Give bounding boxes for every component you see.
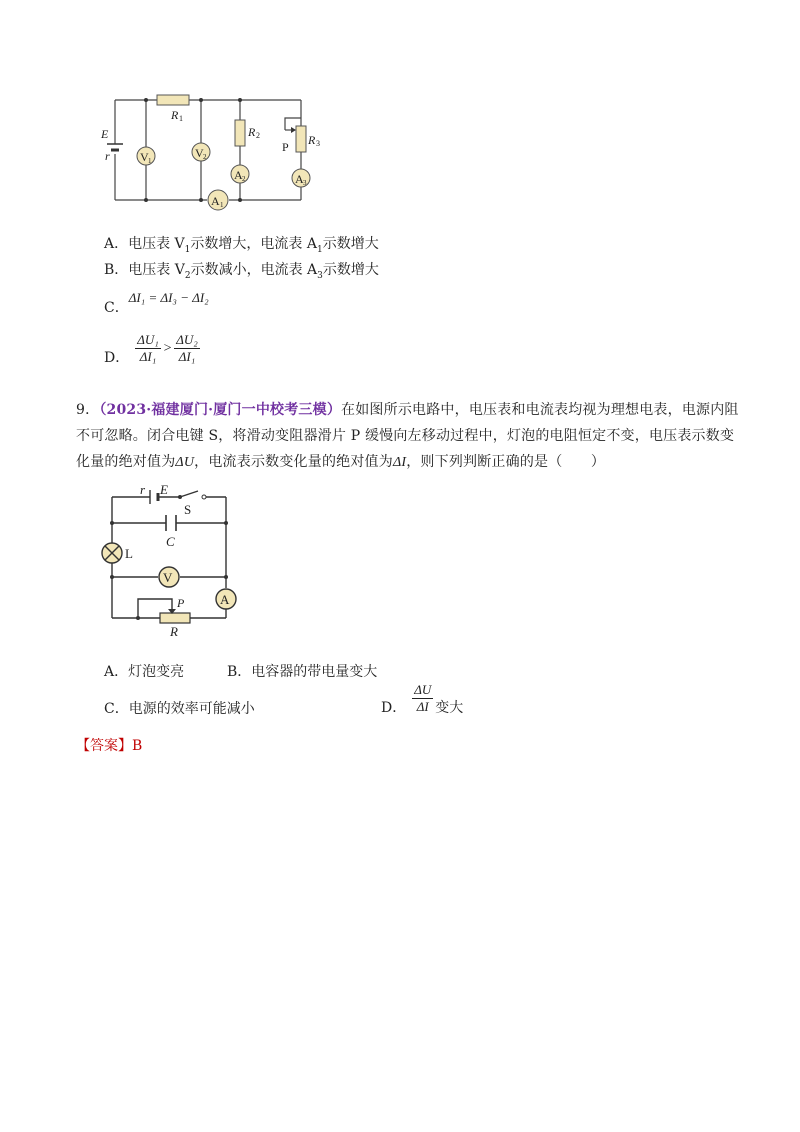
- q9-option-b: B．电容器的带电量变大: [227, 664, 378, 680]
- resistor-r2: [235, 120, 245, 146]
- label-e: E: [160, 483, 168, 497]
- answer-label: 【答案】: [76, 738, 132, 754]
- svg-text:1: 1: [179, 114, 183, 123]
- svg-text:3: 3: [316, 139, 320, 148]
- svg-text:V: V: [195, 146, 204, 160]
- label-e: E: [101, 127, 109, 141]
- svg-text:A: A: [295, 172, 304, 186]
- q9-option-a: A．灯泡变亮: [104, 664, 185, 680]
- svg-text:2: 2: [203, 153, 207, 161]
- q8-option-b: B．电压表 $V_2$示数减小，电流表 $A_3$示数增大: [104, 262, 379, 281]
- label-p: P: [177, 596, 185, 610]
- ammeter-a1: [208, 190, 228, 210]
- lamp-l: [102, 543, 122, 563]
- label-s: S: [184, 502, 192, 517]
- label-c: C: [166, 534, 175, 549]
- circuit-diagram-1: [95, 88, 325, 218]
- svg-text:2: 2: [242, 175, 246, 183]
- label-r-rheostat: R: [170, 624, 178, 639]
- svg-text:V: V: [140, 150, 149, 164]
- voltmeter-v: [159, 567, 179, 587]
- rheostat-r: [160, 613, 190, 623]
- ammeter-a2: [231, 165, 249, 183]
- q8-option-d: D． $\frac{\text{ΔU₁}}{\text{ΔI₁}}$ > $\frac{\text{ΔU₂}}{\text{ΔI₁}}$: [104, 332, 198, 366]
- svg-text:1: 1: [220, 201, 224, 209]
- label-l: L: [125, 546, 133, 561]
- label-r: r: [105, 149, 110, 163]
- q8-option-c: C．ΔI₁ = ΔI₃ − ΔI₂: [104, 290, 209, 316]
- q9-option-c: C．电源的效率可能减小: [104, 701, 255, 717]
- svg-text:A: A: [234, 168, 243, 182]
- label-r2: R: [248, 125, 256, 139]
- label-p: P: [282, 140, 289, 154]
- q9-option-d: D． $\frac{\Delta U}{\Delta I}$ 变大: [381, 682, 464, 716]
- q9-stem: 9．（2023·福建厦门·厦门一中校考三模）在如图所示电路中，电压表和电流表均视为理想电表，电源内阻 不可忽略。闭合电键 S，将滑动变阻器滑片 P 缓慢向左移动过程中，灯泡的电阻恒定不变，电压表示数变 化量的绝对值为ΔU，电流表示数变化量的绝对值为ΔI，则下列判断正确的是（ ）: [76, 402, 739, 470]
- q8-option-a: A．电压表 $V_1$示数增大，电流表 $A_1$示数增大: [104, 236, 379, 255]
- resistor-r1: [157, 95, 189, 105]
- svg-text:1: 1: [148, 157, 152, 165]
- label-r1: R: [171, 108, 179, 122]
- svg-text:A: A: [211, 194, 220, 208]
- label-r-internal: r: [140, 483, 146, 497]
- answer: [76, 735, 142, 755]
- voltmeter-v2: [192, 143, 210, 161]
- svg-text:2: 2: [256, 131, 260, 140]
- ammeter-a3: [292, 169, 310, 187]
- rheostat-r3: [296, 126, 306, 152]
- voltmeter-v1: [137, 147, 155, 165]
- svg-text:V: V: [163, 570, 173, 585]
- svg-text:3: 3: [303, 179, 307, 187]
- svg-text:A: A: [220, 592, 230, 607]
- circuit-diagram-2: [100, 483, 250, 643]
- ammeter-a: [216, 589, 236, 609]
- answer-value: B: [132, 738, 143, 754]
- label-r3: R: [308, 133, 316, 147]
- q9-source: （2023·福建厦门·厦门一中校考三模）: [99, 402, 342, 418]
